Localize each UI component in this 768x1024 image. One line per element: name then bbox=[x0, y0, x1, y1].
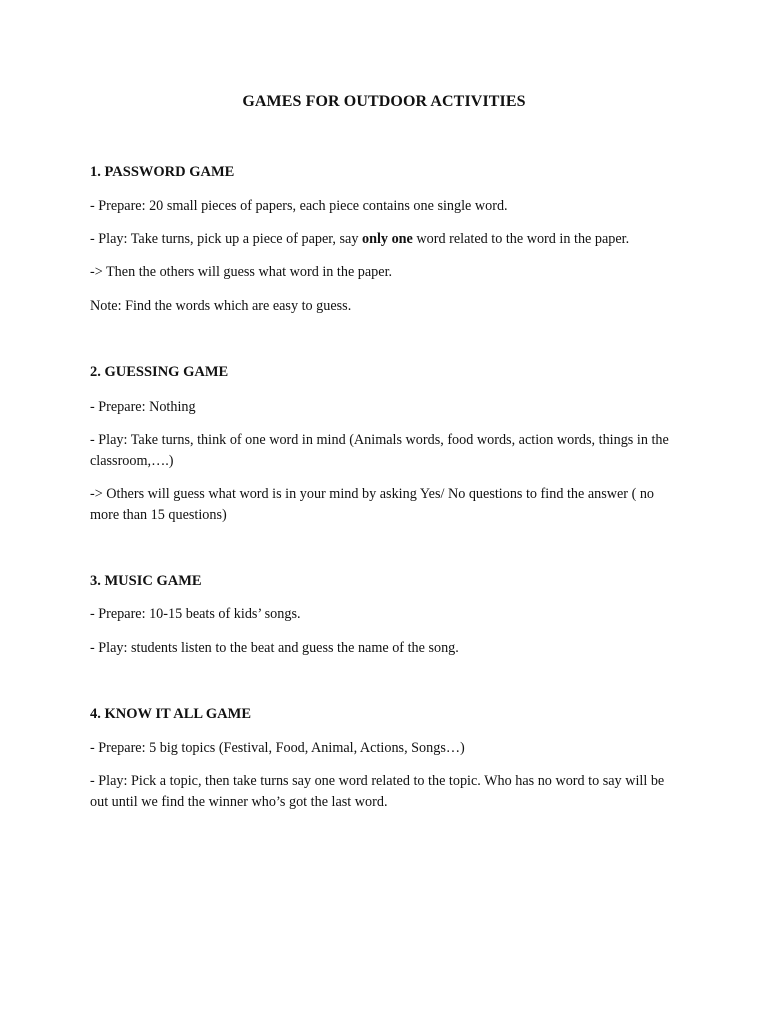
password-game-prepare: - Prepare: 20 small pieces of papers, each piece contains one single word. bbox=[90, 198, 508, 214]
password-game-play-emphasis: only one bbox=[362, 231, 413, 247]
section-heading-know-it-all-game: 4. KNOW IT ALL GAME bbox=[90, 706, 252, 722]
password-game-play-text: - Play: Take turns, pick up a piece of paper, say bbox=[90, 231, 362, 247]
guessing-game-play: - Play: Take turns, think of one word in mind (Animals words, food words, action words, things in the classroom,….) bbox=[90, 432, 669, 469]
section-heading-guessing-game: 2. GUESSING GAME bbox=[90, 364, 229, 380]
music-game-prepare: - Prepare: 10-15 beats of kids’ songs. bbox=[90, 606, 301, 622]
guessing-game-prepare: - Prepare: Nothing bbox=[90, 399, 196, 415]
music-game-play: - Play: students listen to the beat and guess the name of the song. bbox=[90, 640, 459, 656]
know-it-all-game-play: - Play: Pick a topic, then take turns say one word related to the topic. Who has no word to say will be out until we find the winner who’s got the last word. bbox=[90, 773, 665, 810]
guessing-game-result: -> Others will guess what word is in your mind by asking Yes/ No questions to find the answer ( no more than 15 questions) bbox=[90, 486, 655, 523]
know-it-all-game-prepare: - Prepare: 5 big topics (Festival, Food, Animal, Actions, Songs…) bbox=[90, 740, 465, 756]
password-game-note: Note: Find the words which are easy to guess. bbox=[90, 298, 352, 314]
document-title: GAMES FOR OUTDOOR ACTIVITIES bbox=[242, 93, 526, 110]
password-game-play-text-end: word related to the word in the paper. bbox=[412, 231, 630, 247]
password-game-play bbox=[90, 229, 680, 250]
password-game-result: -> Then the others will guess what word in the paper. bbox=[90, 264, 393, 280]
section-heading-password-game: 1. PASSWORD GAME bbox=[90, 164, 235, 180]
section-heading-music-game: 3. MUSIC GAME bbox=[90, 573, 202, 589]
